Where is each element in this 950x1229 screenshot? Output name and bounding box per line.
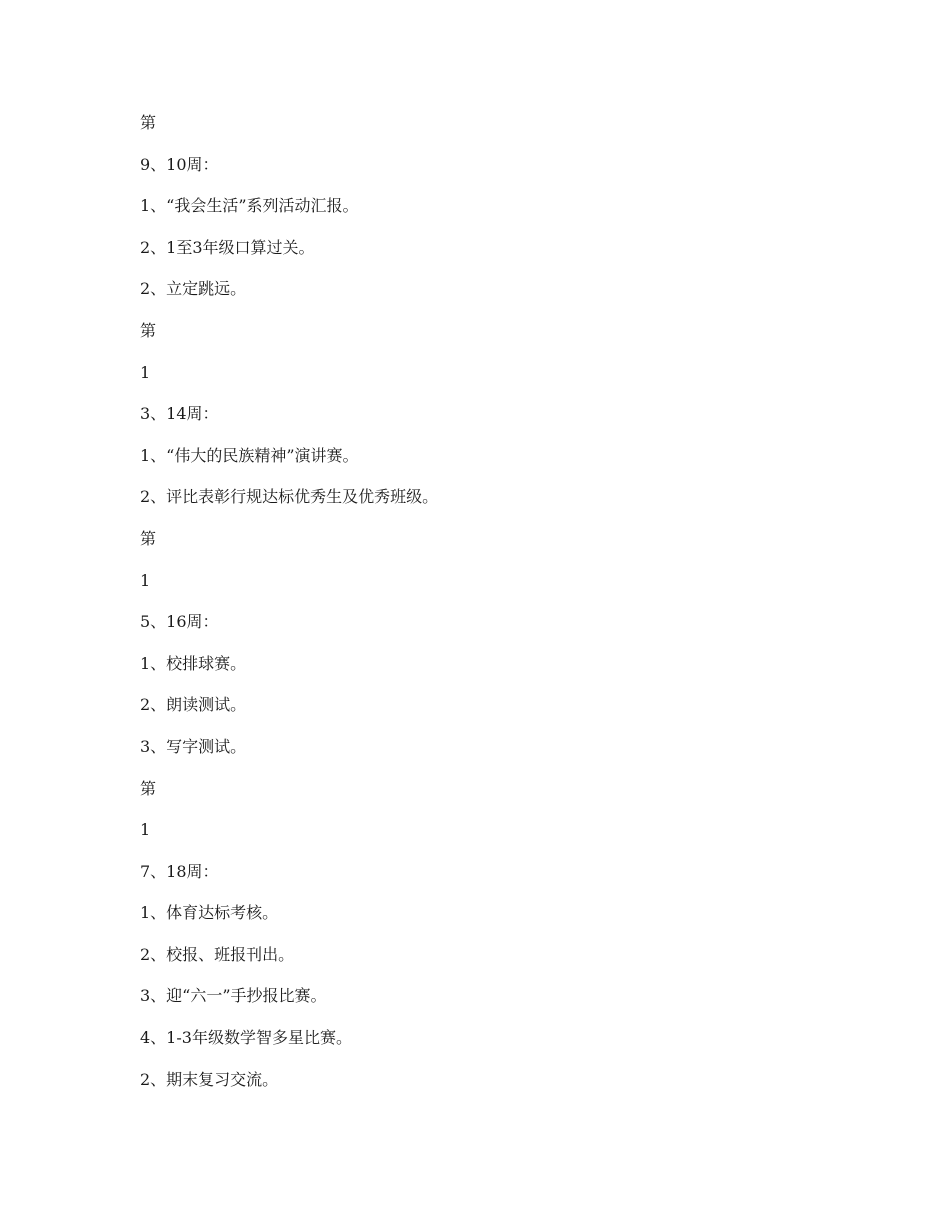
text-line: 1、“伟大的民族精神”演讲赛。 [140, 445, 359, 465]
text-line: 2、1至3年级口算过关。 [140, 237, 315, 257]
text-line: 第 [140, 113, 157, 132]
text-line: 2、校报、班报刊出。 [140, 944, 295, 964]
text-line: 第 [140, 778, 157, 798]
text-line: 第 [140, 528, 157, 548]
text-line: 3、写字测试。 [140, 736, 247, 756]
text-line: 1、体育达标考核。 [140, 903, 279, 923]
text-line: 2、评比表彰行规达标优秀生及优秀班级。 [140, 487, 439, 507]
text-line: 2、朗读测试。 [140, 695, 247, 715]
text-line: 1、“我会生活”系列活动汇报。 [140, 196, 359, 216]
text-line: 3、14周： [140, 404, 219, 424]
text-line: 1 [140, 570, 151, 590]
text-line: 第 [140, 320, 157, 340]
text-line: 3、迎“六一”手抄报比赛。 [140, 986, 327, 1006]
text-line: 4、1-3年级数学智多星比赛。 [140, 1028, 352, 1048]
document-body [140, 112, 840, 1110]
text-line: 1 [140, 820, 151, 840]
text-line: 1、校排球赛。 [140, 653, 247, 673]
text-line: 1 [140, 362, 151, 382]
text-line: 5、16周： [140, 612, 219, 632]
text-line: 9、10周： [140, 154, 219, 174]
text-line: 2、期末复习交流。 [140, 1069, 279, 1089]
text-line: 7、18周： [140, 861, 219, 881]
text-line: 2、立定跳远。 [140, 279, 247, 299]
